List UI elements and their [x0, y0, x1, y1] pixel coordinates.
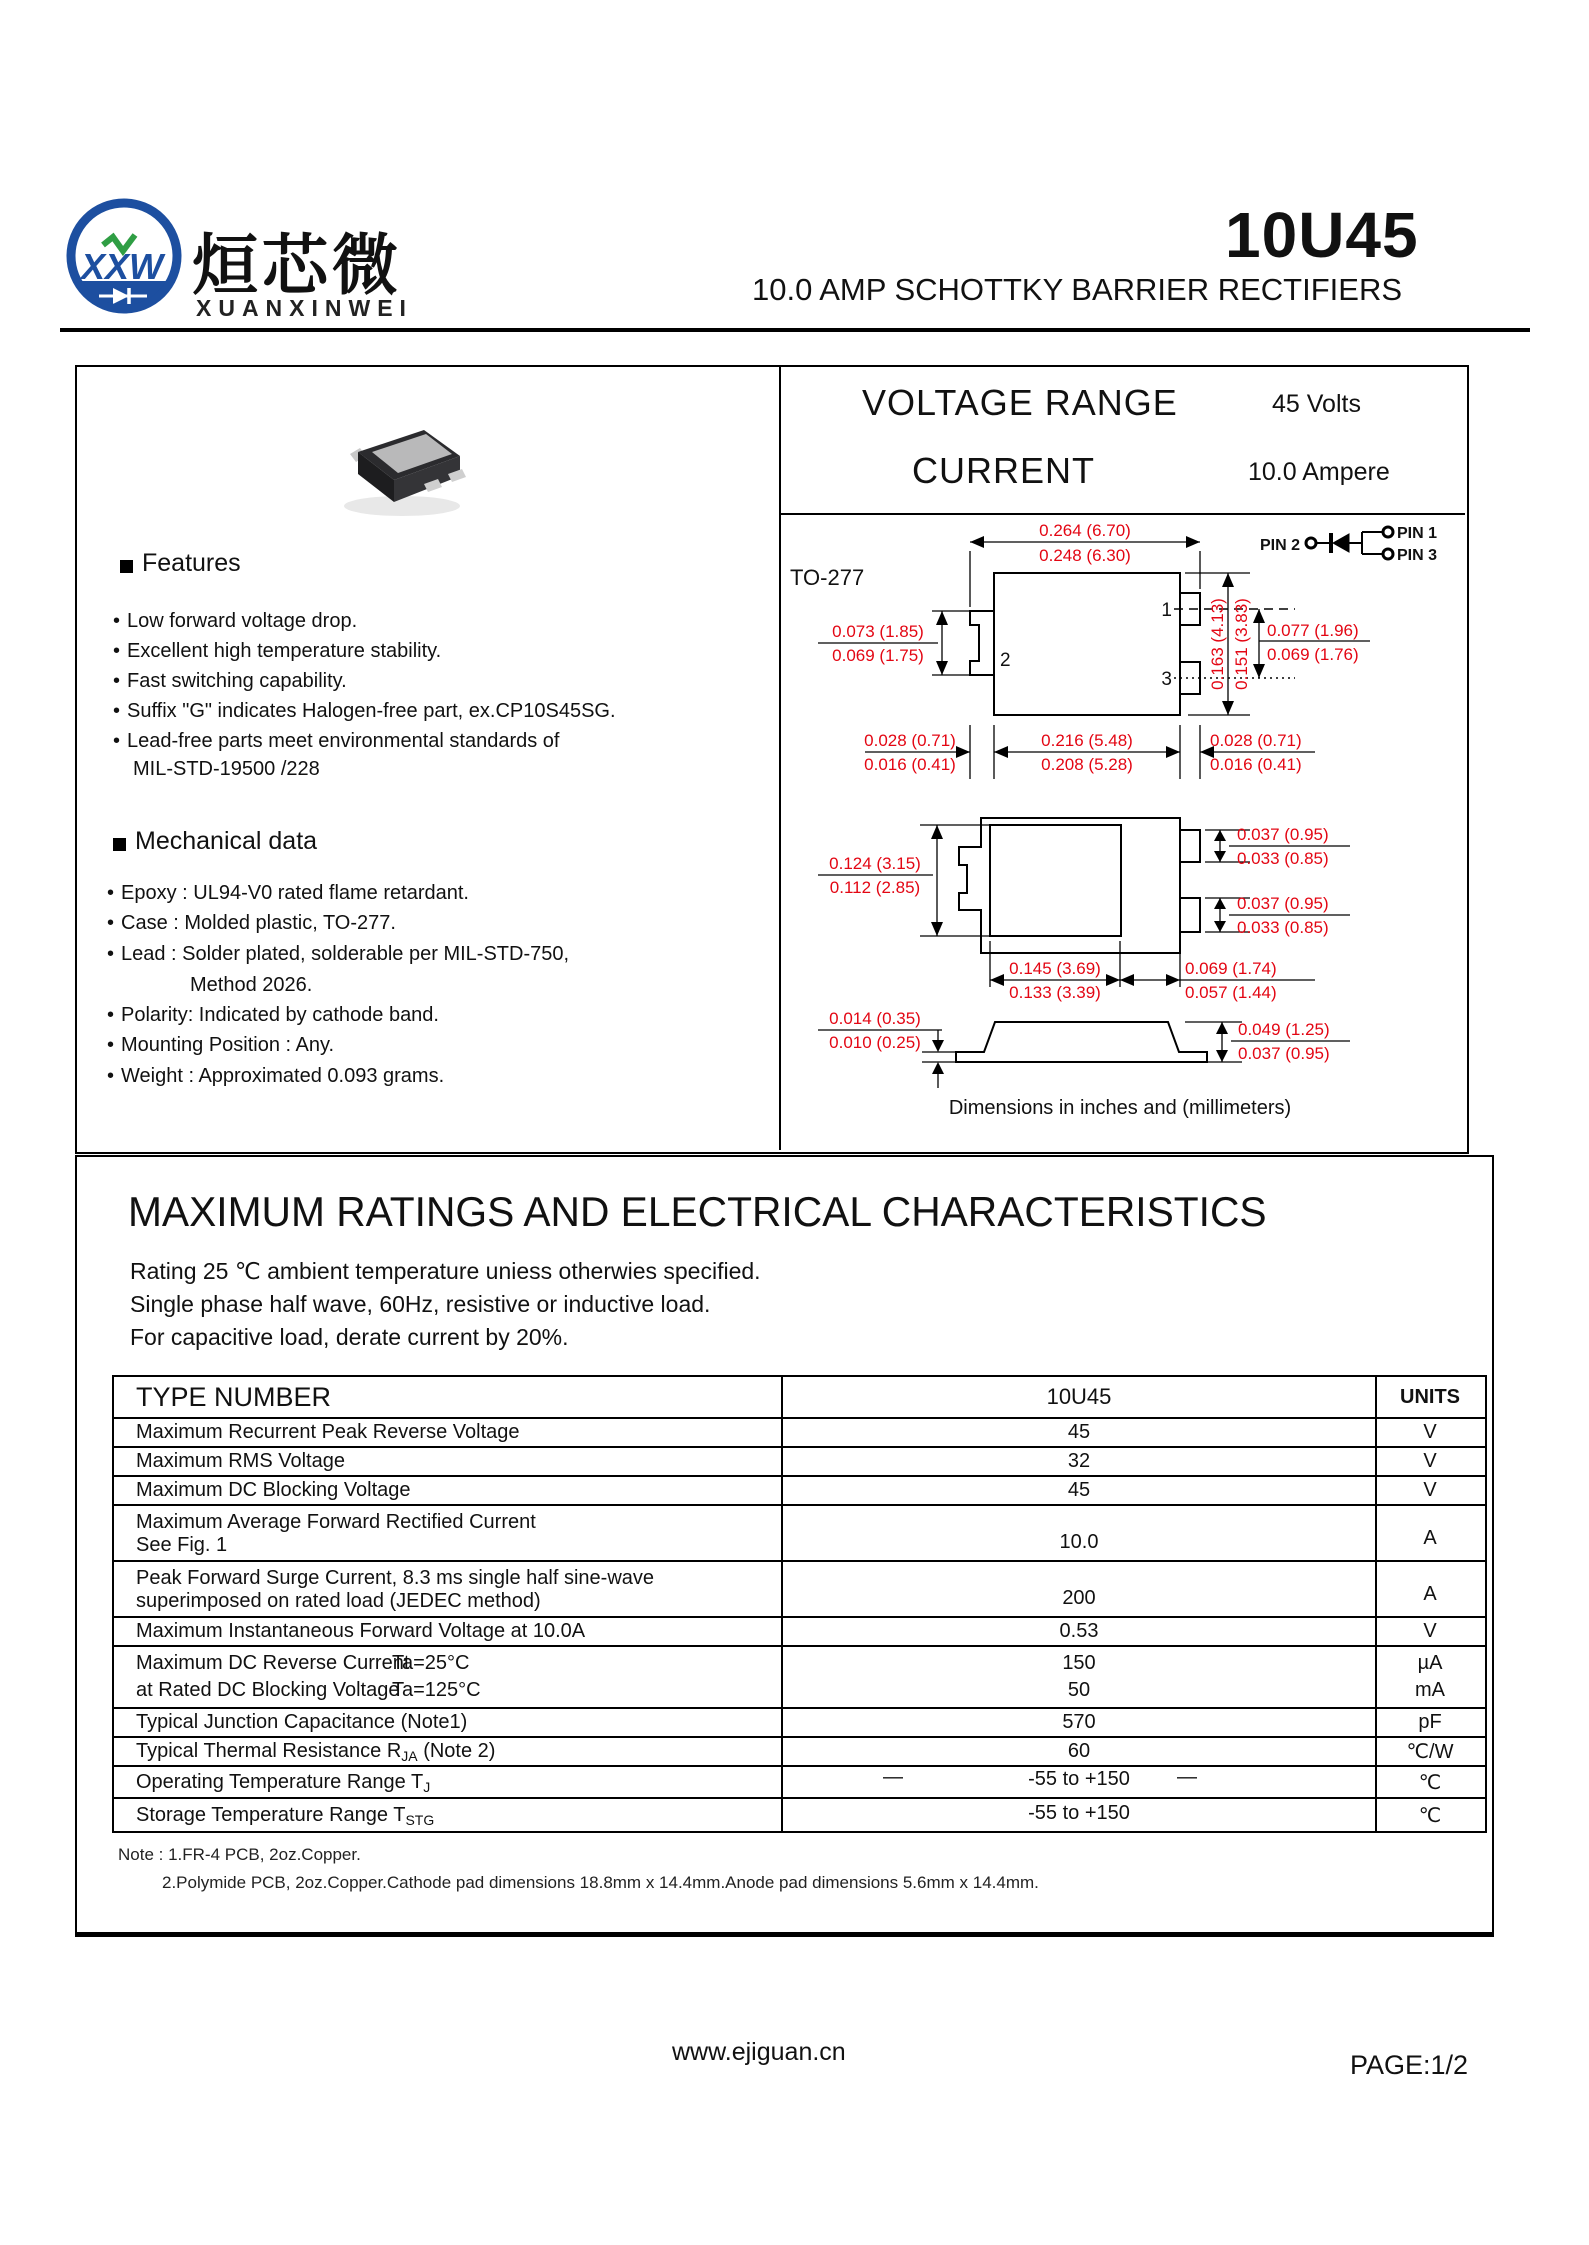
- bullet-icon: •: [113, 730, 121, 752]
- pin1-terminal-icon: [1383, 527, 1393, 537]
- row-label-line2: at Rated DC Blocking Voltage Ta=125°C: [136, 1679, 481, 1701]
- table-row: [114, 1767, 1485, 1799]
- mechanical-item: • Mounting Position : Any.: [107, 1034, 335, 1056]
- row-unit: V: [1423, 1450, 1437, 1472]
- diode-symbol-icon: [1333, 534, 1349, 552]
- package-name-label: TO-277: [790, 565, 865, 590]
- dim-pad-small-a-min: 0.033 (0.85): [1237, 849, 1329, 868]
- pin2-label: PIN 2: [1259, 537, 1300, 554]
- features-heading: Features: [142, 549, 241, 577]
- row-unit: A: [1423, 1583, 1437, 1605]
- dim-pad-small-a-max: 0.037 (0.95): [1237, 825, 1329, 844]
- row-label: Storage Temperature Range $T_{STG}$: [136, 1803, 435, 1828]
- product-photo: [330, 418, 480, 528]
- footer-website: www.ejiguan.cn: [672, 2038, 846, 2066]
- footer-page-number: PAGE:1/2: [1350, 2050, 1469, 2080]
- col-header-units: UNITS: [1400, 1385, 1460, 1408]
- pin1-label: PIN 1: [1397, 525, 1438, 542]
- pad1-number: 1: [1161, 600, 1172, 621]
- dim-pad-width-max: 0.145 (3.69): [1009, 959, 1101, 978]
- dim-pin-length-min: 0.016 (0.41): [1210, 755, 1302, 774]
- ratings-condition-1: Rating 25 ℃ ambient temperature uniess otherwies specified.: [130, 1258, 761, 1284]
- table-header-row: [114, 1377, 1485, 1419]
- side-view-outline: [956, 1022, 1207, 1062]
- bullet-icon: •: [107, 1004, 115, 1026]
- dim-pad-small-b-max: 0.037 (0.95): [1237, 894, 1329, 913]
- col-header-type-number: TYPE NUMBER: [136, 1381, 332, 1412]
- dim-pad-gap-min: 0.057 (1.44): [1185, 983, 1277, 1002]
- row-unit-2: mA: [1415, 1679, 1445, 1701]
- dim-height-max: 0.049 (1.25): [1238, 1020, 1330, 1039]
- row-unit: ℃/W: [1406, 1741, 1454, 1763]
- row-label: Maximum RMS Voltage: [136, 1450, 345, 1472]
- row-label-line1: Maximum Average Forward Rectified Current: [136, 1511, 536, 1533]
- pad2-number: 2: [1000, 650, 1011, 671]
- dim-pin-pitch-lines: [1259, 609, 1370, 678]
- mechanical-item-continuation: Method 2026.: [190, 974, 313, 996]
- voltage-range-label: VOLTAGE RANGE: [862, 382, 1178, 423]
- dim-top-width-min: 0.248 (6.30): [1039, 546, 1131, 565]
- table-row: [114, 1647, 1485, 1709]
- dim-pad-small-b-min: 0.033 (0.85): [1237, 918, 1329, 937]
- dimensions-caption: Dimensions in inches and (millimeters): [948, 1097, 1292, 1119]
- table-row: [114, 1799, 1485, 1831]
- row-value: 45: [1067, 1421, 1091, 1443]
- row-unit: V: [1423, 1479, 1437, 1501]
- company-logo: [63, 193, 185, 325]
- package-body: [994, 573, 1180, 715]
- row-dash-right: —: [1177, 1766, 1197, 1788]
- dim-pin-pitch-max: 0.077 (1.96): [1267, 621, 1359, 640]
- row-value: 60: [1067, 1740, 1091, 1762]
- feature-item-continuation: MIL-STD-19500 /228: [133, 758, 320, 780]
- diode-pinout-schematic: [1260, 525, 1437, 564]
- row-unit: ℃: [1418, 1771, 1442, 1794]
- features-bullet-icon: [120, 560, 133, 573]
- bullet-icon: •: [107, 912, 115, 934]
- bullet-icon: •: [113, 640, 121, 662]
- current-label: CURRENT: [912, 450, 1095, 491]
- row-unit: ℃: [1418, 1804, 1442, 1827]
- pin3-lead: [1180, 662, 1200, 694]
- feature-item: • Suffix "G" indicates Halogen-free part, ex.CP10S45SG.: [113, 700, 616, 722]
- feature-item: • Fast switching capability.: [113, 670, 347, 692]
- mechanical-item: • Polarity: Indicated by cathode band.: [107, 1004, 439, 1026]
- row-label-line2: See Fig. 1: [136, 1534, 228, 1556]
- dim-pin-pitch-min: 0.069 (1.76): [1267, 645, 1359, 664]
- part-number: 10U45: [1225, 199, 1419, 271]
- row-label-subscript: STG: [405, 1811, 435, 1828]
- dim-tab-height-lines: [818, 611, 970, 675]
- characteristics-table: [112, 1375, 1487, 1833]
- mechanical-bullet-icon: [113, 838, 126, 851]
- pad3-number: 3: [1161, 669, 1172, 690]
- table-row: [114, 1618, 1485, 1647]
- row-value: 45: [1067, 1479, 1091, 1501]
- mechanical-item: • Epoxy : UL94-V0 rated flame retardant.: [107, 882, 469, 904]
- mechanical-item: • Case : Molded plastic, TO-277.: [107, 912, 396, 934]
- bullet-icon: •: [113, 610, 121, 632]
- row-label-line2: superimposed on rated load (JEDEC method): [136, 1590, 541, 1612]
- anode-pad-1: [1180, 830, 1200, 862]
- dim-pad-height-min: 0.112 (2.85): [829, 878, 921, 897]
- bullet-icon: •: [107, 882, 115, 904]
- mechanical-item: • Weight : Approximated 0.093 grams.: [107, 1065, 445, 1087]
- dim-body-height-min: 0.151 (3.83): [1232, 598, 1251, 690]
- row-label-line1: Maximum DC Reverse Current Ta=25°C: [136, 1652, 470, 1674]
- dim-standoff-max: 0.014 (0.35): [829, 1009, 921, 1028]
- col-header-part: 10U45: [1046, 1384, 1112, 1409]
- row-condition-1: Ta=25°C: [392, 1652, 470, 1674]
- dim-standoff-min: 0.010 (0.25): [829, 1033, 921, 1052]
- dim-height-min: 0.037 (0.95): [1238, 1044, 1330, 1063]
- cathode-pad: [990, 825, 1121, 936]
- pin3-label: PIN 3: [1397, 547, 1438, 564]
- bullet-icon: •: [107, 943, 115, 965]
- row-unit: A: [1423, 1527, 1437, 1549]
- row-label-subscript: J: [423, 1778, 431, 1795]
- table-row: [114, 1506, 1485, 1562]
- logo-monogram: XXW: [81, 246, 164, 287]
- pin2-tab: [970, 611, 994, 675]
- table-row: [114, 1448, 1485, 1477]
- note-line-2: 2.Polymide PCB, 2oz.Copper.Cathode pad dimensions 18.8mm x 14.4mm.Anode pad dimensions 5.6mm x 14.4mm.: [162, 1873, 1039, 1892]
- bottom-package-outline: [959, 818, 1180, 953]
- current-value: 10.0 Ampere: [1248, 458, 1390, 486]
- row-value: 10.0: [1059, 1531, 1099, 1553]
- bullet-icon: •: [107, 1034, 115, 1056]
- table-row: [114, 1738, 1485, 1767]
- dim-pad-gap-max: 0.069 (1.74): [1185, 959, 1277, 978]
- row-value: 200: [1062, 1587, 1096, 1609]
- table-row: [114, 1562, 1485, 1618]
- table-row: [114, 1709, 1485, 1738]
- pin3-terminal-icon: [1383, 549, 1393, 559]
- row-dash-left: —: [883, 1766, 903, 1788]
- dim-body-width-min: 0.208 (5.28): [1041, 755, 1133, 774]
- package-outline-drawing: [770, 513, 1465, 1148]
- row-label: Typical Junction Capacitance (Note1): [136, 1711, 468, 1733]
- row-value: 570: [1062, 1711, 1096, 1733]
- row-value: -55 to +150: [1028, 1802, 1130, 1824]
- company-name-pinyin: XUANXINWEI: [196, 295, 413, 321]
- row-unit: V: [1423, 1620, 1437, 1642]
- row-label: Typical Thermal Resistance $R_{JA}$ (Note 2): [136, 1740, 496, 1764]
- bullet-icon: •: [113, 670, 121, 692]
- feature-item: • Lead-free parts meet environmental standards of: [113, 730, 560, 752]
- table-row: [114, 1477, 1485, 1506]
- ratings-condition-2: Single phase half wave, 60Hz, resistive or inductive load.: [130, 1291, 711, 1317]
- anode-pad-3: [1180, 898, 1200, 932]
- row-value-2: 50: [1067, 1679, 1091, 1701]
- row-value: 0.53: [1059, 1620, 1099, 1642]
- row-unit: pF: [1418, 1711, 1442, 1733]
- pin2-terminal-icon: [1306, 538, 1316, 548]
- feature-item: • Low forward voltage drop.: [113, 610, 358, 632]
- dim-tab-height-max: 0.073 (1.85): [832, 622, 924, 641]
- dim-pad-height-max: 0.124 (3.15): [829, 854, 921, 873]
- dim-tab-length-min: 0.016 (0.41): [864, 755, 956, 774]
- dim-pin-length-max: 0.028 (0.71): [1210, 731, 1302, 750]
- page-title: 10.0 AMP SCHOTTKY BARRIER RECTIFIERS: [752, 272, 1403, 307]
- row-unit-1: µA: [1417, 1652, 1443, 1674]
- row-label: Maximum Instantaneous Forward Voltage at 10.0A: [136, 1620, 586, 1642]
- bullet-icon: •: [113, 700, 121, 722]
- ratings-title: MAXIMUM RATINGS AND ELECTRICAL CHARACTERISTICS: [128, 1188, 1267, 1235]
- header-divider: [60, 328, 1530, 332]
- table-row: [114, 1419, 1485, 1448]
- bullet-icon: •: [107, 1065, 115, 1087]
- ratings-condition-3: For capacitive load, derate current by 20%.: [130, 1324, 569, 1350]
- mechanical-heading: Mechanical data: [135, 827, 318, 855]
- dim-top-width-max: 0.264 (6.70): [1039, 521, 1131, 540]
- note-line-1: Note : 1.FR-4 PCB, 2oz.Copper.: [118, 1845, 361, 1864]
- dim-tab-height-min: 0.069 (1.75): [832, 646, 924, 665]
- row-label-subscript: JA: [401, 1748, 418, 1764]
- row-unit: V: [1423, 1421, 1437, 1443]
- row-value: 32: [1067, 1450, 1091, 1472]
- row-value: -55 to +150: [1028, 1768, 1130, 1790]
- row-label-line1: Peak Forward Surge Current, 8.3 ms single half sine-wave: [136, 1567, 655, 1589]
- feature-item: • Excellent high temperature stability.: [113, 640, 442, 662]
- row-label: Maximum Recurrent Peak Reverse Voltage: [136, 1421, 520, 1443]
- voltage-range-value: 45 Volts: [1272, 390, 1361, 418]
- company-name-chinese: 烜芯微: [192, 228, 402, 302]
- row-value-1: 150: [1062, 1652, 1096, 1674]
- row-condition-2: Ta=125°C: [392, 1679, 481, 1701]
- mechanical-item: • Lead : Solder plated, solderable per MIL-STD-750,: [107, 943, 570, 965]
- dim-body-height-max: 0.163 (4.13): [1208, 598, 1227, 690]
- bottom-view-outline: [959, 818, 1200, 953]
- dim-pad-width-min: 0.133 (3.39): [1009, 983, 1101, 1002]
- row-label: Maximum DC Blocking Voltage: [136, 1479, 411, 1501]
- dim-body-width-max: 0.216 (5.48): [1041, 731, 1133, 750]
- dim-tab-length-max: 0.028 (0.71): [864, 731, 956, 750]
- row-label: Operating Temperature Range $T_J$: [136, 1770, 431, 1795]
